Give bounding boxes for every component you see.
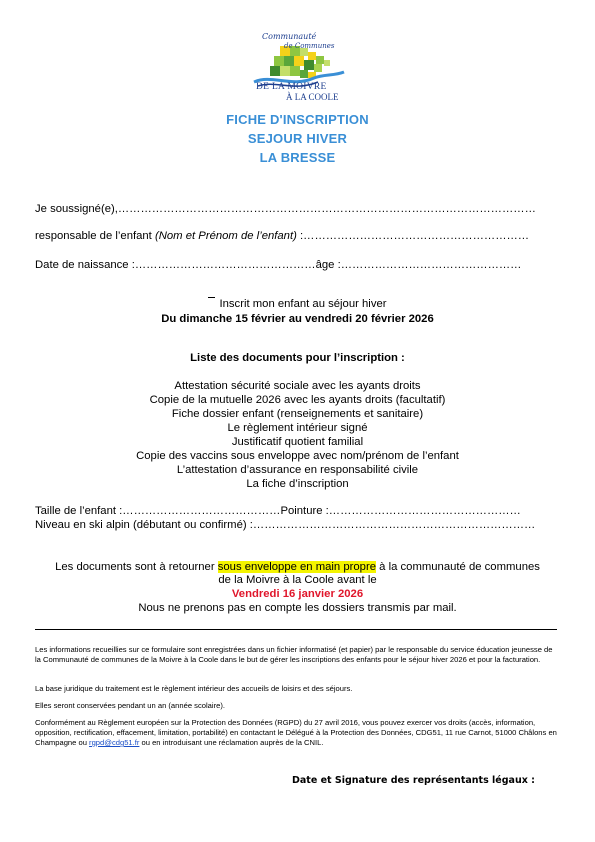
return-part1: Les documents sont à retourner <box>55 561 218 573</box>
checkbox[interactable] <box>208 297 215 298</box>
documents-item: Copie des vaccins sous enveloppe avec nom/prénom de l’enfant <box>136 450 459 462</box>
return-part2: à la communauté de communes <box>376 561 540 573</box>
taille-field[interactable]: Taille de l’enfant :……………………………………Pointure :…………………………………………… <box>35 505 521 517</box>
logo-text-de-communes: de Communes <box>284 42 335 50</box>
responsable-suffix: :…………………………………………………… <box>296 230 530 242</box>
logo <box>252 30 348 104</box>
logo-text-coole: À LA COOLE <box>286 92 339 102</box>
logo-text-moivre: DE LA MOIVRE <box>256 82 327 92</box>
legal-paragraph-3: Elles seront conservées pendant un an (année scolaire). <box>35 701 225 710</box>
legal-p4-text-end: ou en introduisant une réclamation auprès de la CNIL. <box>139 738 324 747</box>
documents-item: L’attestation d’assurance en responsabilité civile <box>176 464 419 476</box>
signature-label: Date et Signature des représentants légaux : <box>292 775 535 786</box>
title-line-1: FICHE D'INSCRIPTION <box>226 112 369 127</box>
return-line-4: Nous ne prenons pas en compte les dossiers transmis par mail. <box>138 602 457 614</box>
documents-item: Le règlement intérieur signé <box>227 422 368 434</box>
title-line-3: LA BRESSE <box>259 150 336 165</box>
inscription-text: Inscrit mon enfant au séjour hiver <box>219 298 387 310</box>
deadline: Vendredi 16 janvier 2026 <box>231 588 364 600</box>
documents-item: Justificatif quotient familial <box>231 436 364 448</box>
responsable-italic: (Nom et Prénom de l’enfant) <box>154 230 297 242</box>
documents-heading: Liste des documents pour l’inscription : <box>190 352 405 364</box>
legal-paragraph-1: Les informations recueillies sur ce formulaire sont enregistrées dans un fichier informatisé (et papier) par le responsable du service éducation jeunesse de la Communauté de communes de la Moivre à la Coole dans le but de gérer les inscriptions des enfants pour le séjour hiver 2026 et pour la facturation. <box>35 645 553 664</box>
divider <box>35 629 557 630</box>
inscription-line <box>0 297 595 310</box>
documents-item: Copie de la mutuelle 2026 avec les ayants droits (facultatif) <box>149 394 446 406</box>
title-line-2: SEJOUR HIVER <box>247 131 348 146</box>
return-line-2: de la Moivre à la Coole avant le <box>218 574 377 586</box>
legal-p4-text: Conformément au Règlement européen sur la Protection des Données (RGPD) du 27 avril 2016, vous pouvez exercer vos droits (accès, information, opposition, rectification, effacement, limitation, portabilité) en contactant le Délégué à la Protection des Données, CDG51, 11 rue Carnot, 51000 Châlons en Champagne ou <box>35 718 557 747</box>
inscription-dates: Du dimanche 15 février au vendredi 20 février 2026 <box>161 313 434 325</box>
legal-paragraph-2: La base juridique du traitement est le règlement intérieur des accueils de loisirs et des séjours. <box>35 684 353 693</box>
return-highlight: sous enveloppe en main propre <box>217 561 377 573</box>
return-line-1 <box>0 561 595 573</box>
documents-item: Fiche dossier enfant (renseignements et sanitaire) <box>171 408 424 420</box>
rgpd-email-link[interactable]: rgpd@cdg51.fr <box>89 738 140 747</box>
naissance-field[interactable]: Date de naissance :…………………………………………âge :………………………………………… <box>35 259 522 271</box>
responsable-field[interactable] <box>35 230 560 242</box>
documents-item: La fiche d’inscription <box>246 478 349 490</box>
niveau-field[interactable]: Niveau en ski alpin (débutant ou confirmé) :………………………………………………………………… <box>35 519 536 531</box>
responsable-prefix: responsable de l’enfant <box>35 230 155 242</box>
logo-text-communaute: Communauté <box>262 32 317 41</box>
documents-item: Attestation sécurité sociale avec les ayants droits <box>174 380 421 392</box>
soussigne-field[interactable]: Je soussigné(e),………………………………………………………………………………………………… <box>35 203 536 215</box>
legal-paragraph-4 <box>35 718 560 748</box>
